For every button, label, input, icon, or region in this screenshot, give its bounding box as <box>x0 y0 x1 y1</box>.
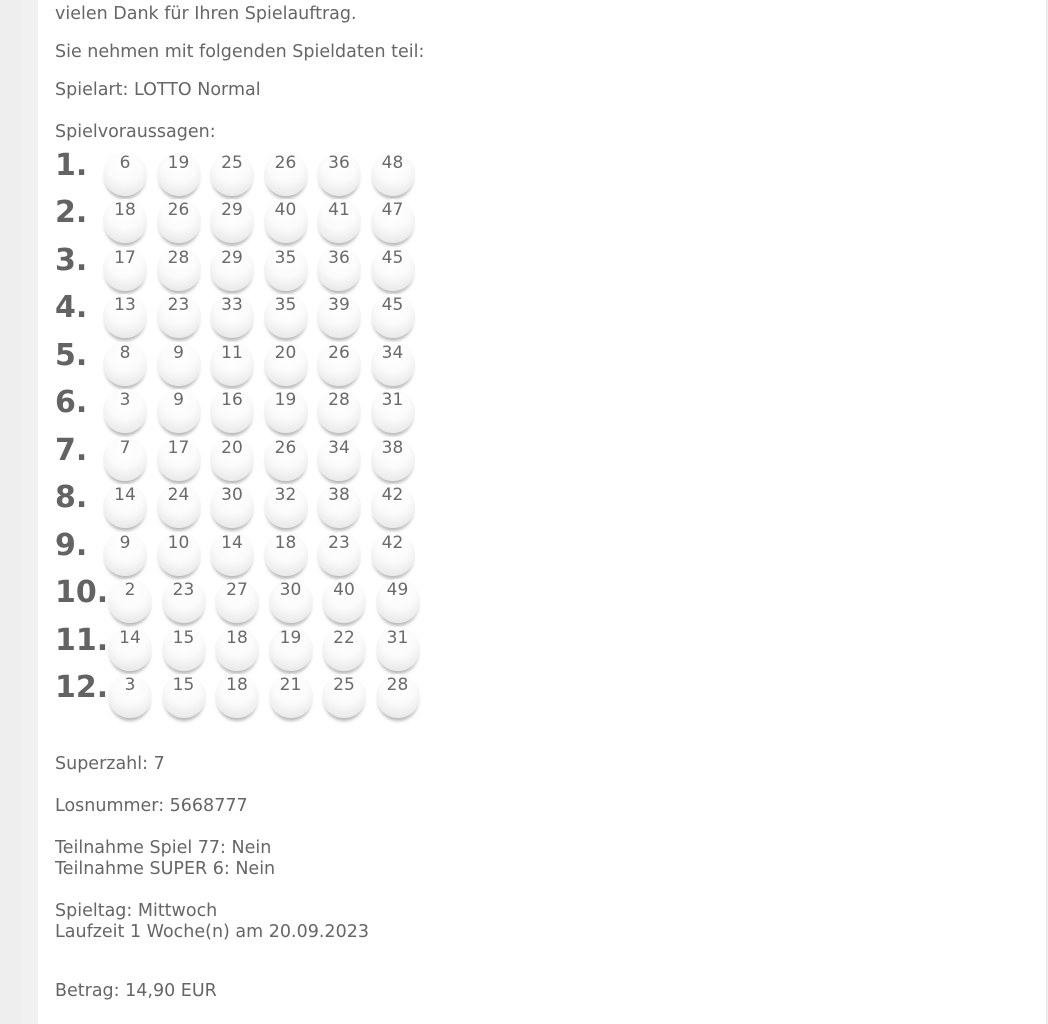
lotto-ball: 29 <box>210 247 254 291</box>
lotto-ball: 18 <box>215 627 259 671</box>
lotto-ball: 6 <box>103 152 147 196</box>
lotto-ball: 31 <box>376 627 420 671</box>
tip-row-label: 8. <box>55 480 88 516</box>
lotto-ball: 7 <box>103 437 147 481</box>
tip-row-label: 4. <box>55 290 88 326</box>
lotto-ball: 45 <box>371 247 415 291</box>
lotto-ball: 3 <box>108 674 152 718</box>
lotto-ball: 23 <box>317 532 361 576</box>
tip-row-label: 12. <box>55 669 109 705</box>
lotto-ball: 41 <box>317 199 361 243</box>
lotto-ball: 42 <box>371 532 415 576</box>
lotto-ball: 18 <box>103 199 147 243</box>
losnummer-text: Losnummer: 5668777 <box>55 796 248 816</box>
lotto-ball: 45 <box>371 294 415 338</box>
spiel77-text: Teilnahme Spiel 77: Nein <box>55 838 272 858</box>
lotto-ball: 15 <box>162 627 206 671</box>
lotto-ball: 35 <box>264 247 308 291</box>
lotto-ball: 19 <box>264 389 308 433</box>
lotto-ball: 33 <box>210 294 254 338</box>
lotto-ball: 25 <box>210 152 254 196</box>
lotto-ball: 25 <box>322 674 366 718</box>
lotto-ball: 28 <box>317 389 361 433</box>
lotto-ball: 28 <box>376 674 420 718</box>
lotto-ball: 9 <box>103 532 147 576</box>
lotto-ball: 8 <box>103 342 147 386</box>
tip-row-label: 10. <box>55 575 109 611</box>
lotto-ball: 19 <box>157 152 201 196</box>
lotto-ball: 16 <box>210 389 254 433</box>
lotto-ball: 27 <box>215 579 259 623</box>
lotto-ball: 26 <box>264 437 308 481</box>
superzahl-text: Superzahl: 7 <box>55 754 165 774</box>
spieltag-text: Spieltag: Mittwoch <box>55 901 218 921</box>
super6-text: Teilnahme SUPER 6: Nein <box>55 859 276 879</box>
lotto-ball: 26 <box>317 342 361 386</box>
tip-row-label: 11. <box>55 622 109 658</box>
lotto-ball: 23 <box>157 294 201 338</box>
lotto-ball: 42 <box>371 484 415 528</box>
lotto-ball: 18 <box>215 674 259 718</box>
tip-row-label: 6. <box>55 385 88 421</box>
lotto-ball: 24 <box>157 484 201 528</box>
thanks-text: vielen Dank für Ihren Spielauftrag. <box>55 4 357 24</box>
lotto-ball: 31 <box>371 389 415 433</box>
lotto-ball: 21 <box>269 674 313 718</box>
betrag-text: Betrag: 14,90 EUR <box>55 981 217 1001</box>
lotto-ball: 17 <box>157 437 201 481</box>
lotto-ball: 28 <box>157 247 201 291</box>
tip-row-label: 2. <box>55 195 88 231</box>
game-type-text: Spielart: LOTTO Normal <box>55 80 261 100</box>
lotto-ball: 47 <box>371 199 415 243</box>
lotto-ball: 30 <box>210 484 254 528</box>
lotto-ball: 17 <box>103 247 147 291</box>
lotto-ball: 14 <box>103 484 147 528</box>
lotto-ball: 36 <box>317 247 361 291</box>
lotto-ball: 14 <box>210 532 254 576</box>
lotto-ball: 15 <box>162 674 206 718</box>
lotto-ball: 23 <box>162 579 206 623</box>
lotto-ball: 2 <box>108 579 152 623</box>
lotto-ball: 20 <box>210 437 254 481</box>
lotto-ball: 20 <box>264 342 308 386</box>
lotto-ball: 38 <box>317 484 361 528</box>
lotto-ball: 26 <box>157 199 201 243</box>
lotto-ball: 19 <box>269 627 313 671</box>
intro-text: Sie nehmen mit folgenden Spieldaten teil: <box>55 42 425 62</box>
lotto-ball: 9 <box>157 342 201 386</box>
laufzeit-text: Laufzeit 1 Woche(n) am 20.09.2023 <box>55 922 369 942</box>
lotto-ball: 34 <box>371 342 415 386</box>
predictions-label: Spielvoraussagen: <box>55 122 216 142</box>
lotto-ball: 36 <box>317 152 361 196</box>
lotto-ball: 38 <box>371 437 415 481</box>
lotto-ball: 34 <box>317 437 361 481</box>
lotto-ball: 13 <box>103 294 147 338</box>
tip-row-label: 9. <box>55 527 88 563</box>
lotto-ball: 22 <box>322 627 366 671</box>
lotto-ball: 40 <box>264 199 308 243</box>
lotto-ball: 32 <box>264 484 308 528</box>
lotto-ball: 30 <box>269 579 313 623</box>
lotto-ball: 3 <box>103 389 147 433</box>
lotto-ball: 11 <box>210 342 254 386</box>
lotto-ball: 29 <box>210 199 254 243</box>
lotto-ball: 40 <box>322 579 366 623</box>
lotto-ball: 48 <box>371 152 415 196</box>
lotto-ball: 39 <box>317 294 361 338</box>
lotto-ball: 9 <box>157 389 201 433</box>
tip-row-label: 5. <box>55 337 88 373</box>
lotto-ball: 26 <box>264 152 308 196</box>
lotto-ball: 18 <box>264 532 308 576</box>
tip-row-label: 7. <box>55 432 88 468</box>
lotto-ball: 35 <box>264 294 308 338</box>
lotto-ball: 14 <box>108 627 152 671</box>
tip-row-label: 3. <box>55 242 88 278</box>
lotto-ball: 10 <box>157 532 201 576</box>
tip-row-label: 1. <box>55 148 88 183</box>
lotto-ball: 49 <box>376 579 420 623</box>
